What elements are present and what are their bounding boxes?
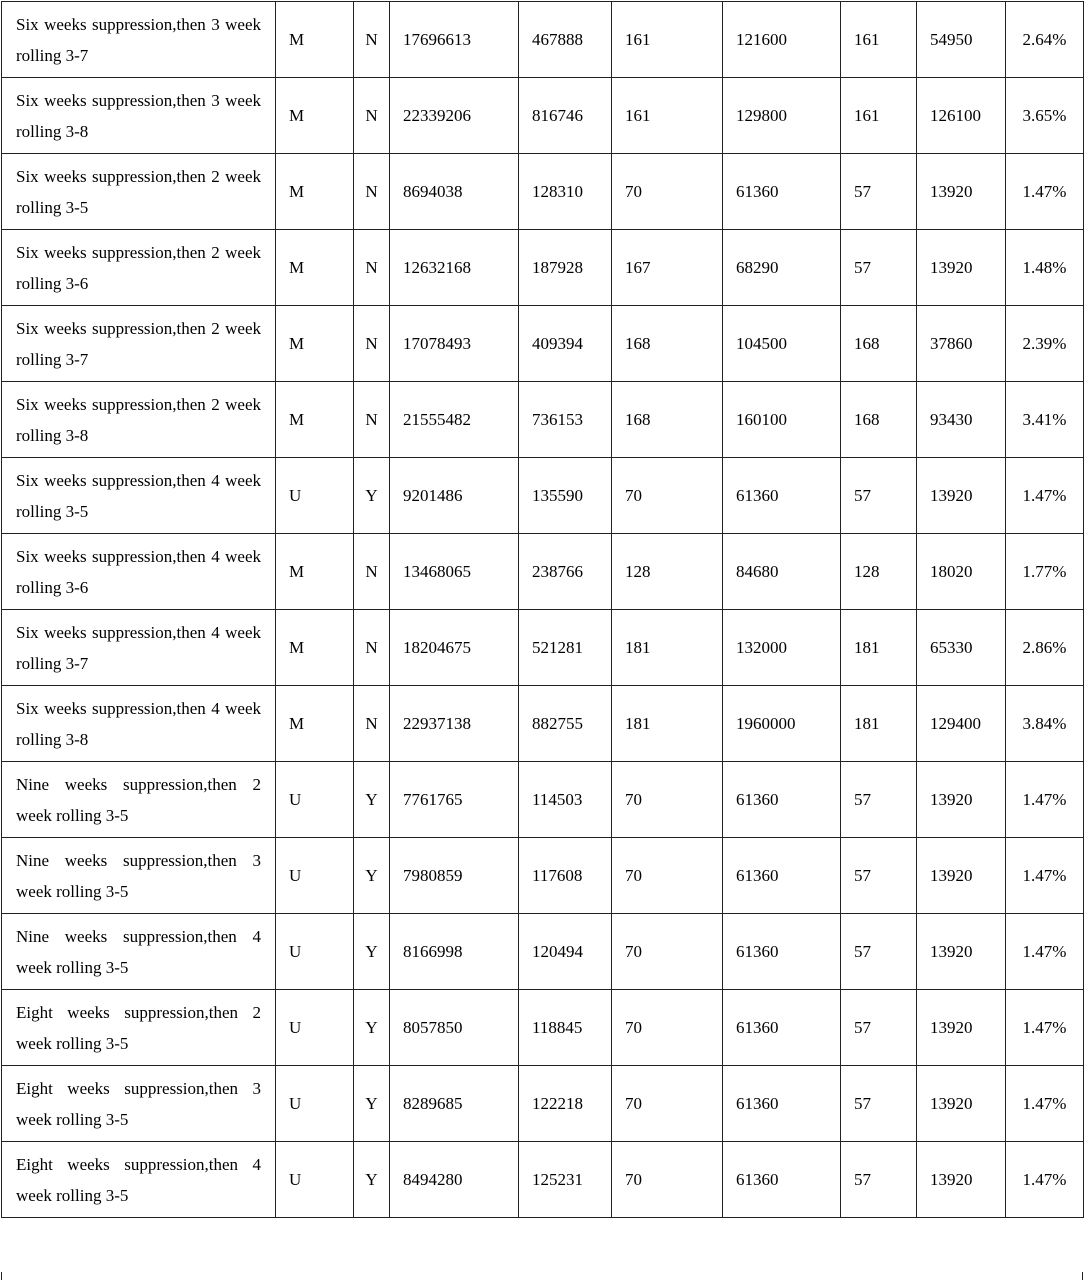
value-cell: 521281 bbox=[519, 610, 612, 686]
value-cell: 13468065 bbox=[390, 534, 519, 610]
value-cell: 168 bbox=[841, 306, 917, 382]
value-cell: 161 bbox=[841, 2, 917, 78]
flag-cell: N bbox=[354, 230, 390, 306]
scenario-cell: Six weeks suppression,then 2 week rolling 3-5 bbox=[2, 154, 276, 230]
value-cell: 1960000 bbox=[723, 686, 841, 762]
type-cell: M bbox=[276, 154, 354, 230]
flag-cell: Y bbox=[354, 914, 390, 990]
value-cell: 8694038 bbox=[390, 154, 519, 230]
type-cell: M bbox=[276, 230, 354, 306]
table-body bbox=[2, 2, 1084, 1218]
value-cell: 13920 bbox=[917, 154, 1006, 230]
value-cell: 70 bbox=[612, 838, 723, 914]
value-cell: 70 bbox=[612, 458, 723, 534]
table-row bbox=[2, 762, 1084, 838]
value-cell: 118845 bbox=[519, 990, 612, 1066]
percent-cell: 1.47% bbox=[1006, 914, 1084, 990]
type-cell: M bbox=[276, 382, 354, 458]
table-row bbox=[2, 2, 1084, 78]
value-cell: 57 bbox=[841, 838, 917, 914]
value-cell: 68290 bbox=[723, 230, 841, 306]
percent-cell: 1.77% bbox=[1006, 534, 1084, 610]
percent-cell: 2.86% bbox=[1006, 610, 1084, 686]
value-cell: 61360 bbox=[723, 914, 841, 990]
value-cell: 54950 bbox=[917, 2, 1006, 78]
value-cell: 409394 bbox=[519, 306, 612, 382]
value-cell: 57 bbox=[841, 1066, 917, 1142]
value-cell: 70 bbox=[612, 1142, 723, 1218]
value-cell: 8289685 bbox=[390, 1066, 519, 1142]
scenario-cell: Six weeks suppression,then 2 week rolling 3-6 bbox=[2, 230, 276, 306]
table-row bbox=[2, 914, 1084, 990]
percent-cell: 1.48% bbox=[1006, 230, 1084, 306]
value-cell: 57 bbox=[841, 458, 917, 534]
value-cell: 117608 bbox=[519, 838, 612, 914]
scenario-cell: Six weeks suppression,then 2 week rolling 3-8 bbox=[2, 382, 276, 458]
percent-cell: 1.47% bbox=[1006, 838, 1084, 914]
percent-cell: 1.47% bbox=[1006, 762, 1084, 838]
value-cell: 161 bbox=[841, 78, 917, 154]
table-row bbox=[2, 1142, 1084, 1218]
value-cell: 93430 bbox=[917, 382, 1006, 458]
flag-cell: N bbox=[354, 154, 390, 230]
value-cell: 129400 bbox=[917, 686, 1006, 762]
table-row bbox=[2, 306, 1084, 382]
flag-cell: N bbox=[354, 534, 390, 610]
value-cell: 22937138 bbox=[390, 686, 519, 762]
type-cell: U bbox=[276, 458, 354, 534]
type-cell: M bbox=[276, 610, 354, 686]
value-cell: 61360 bbox=[723, 1066, 841, 1142]
flag-cell: N bbox=[354, 2, 390, 78]
value-cell: 18204675 bbox=[390, 610, 519, 686]
value-cell: 61360 bbox=[723, 838, 841, 914]
scenario-cell: Six weeks suppression,then 4 week rolling 3-7 bbox=[2, 610, 276, 686]
percent-cell: 3.41% bbox=[1006, 382, 1084, 458]
value-cell: 126100 bbox=[917, 78, 1006, 154]
data-table bbox=[1, 1, 1084, 1218]
value-cell: 17696613 bbox=[390, 2, 519, 78]
scenario-cell: Nine weeks suppression,then 4 week rolling 3-5 bbox=[2, 914, 276, 990]
scenario-cell: Eight weeks suppression,then 3 week rolling 3-5 bbox=[2, 1066, 276, 1142]
value-cell: 57 bbox=[841, 1142, 917, 1218]
value-cell: 114503 bbox=[519, 762, 612, 838]
flag-cell: Y bbox=[354, 1142, 390, 1218]
type-cell: U bbox=[276, 1066, 354, 1142]
value-cell: 13920 bbox=[917, 1066, 1006, 1142]
type-cell: M bbox=[276, 686, 354, 762]
flag-cell: Y bbox=[354, 762, 390, 838]
value-cell: 181 bbox=[612, 610, 723, 686]
value-cell: 187928 bbox=[519, 230, 612, 306]
value-cell: 8166998 bbox=[390, 914, 519, 990]
percent-cell: 1.47% bbox=[1006, 990, 1084, 1066]
value-cell: 8057850 bbox=[390, 990, 519, 1066]
value-cell: 129800 bbox=[723, 78, 841, 154]
flag-cell: N bbox=[354, 78, 390, 154]
value-cell: 181 bbox=[841, 686, 917, 762]
value-cell: 61360 bbox=[723, 990, 841, 1066]
table-row bbox=[2, 534, 1084, 610]
table-row bbox=[2, 230, 1084, 306]
value-cell: 57 bbox=[841, 914, 917, 990]
value-cell: 135590 bbox=[519, 458, 612, 534]
type-cell: U bbox=[276, 762, 354, 838]
type-cell: U bbox=[276, 838, 354, 914]
value-cell: 128 bbox=[841, 534, 917, 610]
value-cell: 70 bbox=[612, 914, 723, 990]
table-row bbox=[2, 686, 1084, 762]
value-cell: 882755 bbox=[519, 686, 612, 762]
percent-cell: 1.47% bbox=[1006, 1142, 1084, 1218]
value-cell: 120494 bbox=[519, 914, 612, 990]
scenario-cell: Eight weeks suppression,then 2 week rolling 3-5 bbox=[2, 990, 276, 1066]
flag-cell: N bbox=[354, 610, 390, 686]
value-cell: 13920 bbox=[917, 1142, 1006, 1218]
flag-cell: N bbox=[354, 306, 390, 382]
value-cell: 816746 bbox=[519, 78, 612, 154]
value-cell: 57 bbox=[841, 154, 917, 230]
table-row bbox=[2, 610, 1084, 686]
value-cell: 7980859 bbox=[390, 838, 519, 914]
flag-cell: Y bbox=[354, 1066, 390, 1142]
type-cell: U bbox=[276, 914, 354, 990]
value-cell: 18020 bbox=[917, 534, 1006, 610]
value-cell: 132000 bbox=[723, 610, 841, 686]
value-cell: 9201486 bbox=[390, 458, 519, 534]
scenario-cell: Eight weeks suppression,then 4 week rolling 3-5 bbox=[2, 1142, 276, 1218]
value-cell: 70 bbox=[612, 990, 723, 1066]
value-cell: 70 bbox=[612, 762, 723, 838]
flag-cell: N bbox=[354, 686, 390, 762]
type-cell: M bbox=[276, 2, 354, 78]
table-row bbox=[2, 382, 1084, 458]
value-cell: 168 bbox=[612, 382, 723, 458]
value-cell: 70 bbox=[612, 1066, 723, 1142]
table-row bbox=[2, 1066, 1084, 1142]
value-cell: 167 bbox=[612, 230, 723, 306]
table-row bbox=[2, 78, 1084, 154]
value-cell: 22339206 bbox=[390, 78, 519, 154]
type-cell: M bbox=[276, 78, 354, 154]
scenario-cell: Nine weeks suppression,then 3 week rolling 3-5 bbox=[2, 838, 276, 914]
value-cell: 61360 bbox=[723, 762, 841, 838]
value-cell: 65330 bbox=[917, 610, 1006, 686]
value-cell: 84680 bbox=[723, 534, 841, 610]
value-cell: 37860 bbox=[917, 306, 1006, 382]
value-cell: 13920 bbox=[917, 838, 1006, 914]
type-cell: U bbox=[276, 1142, 354, 1218]
value-cell: 13920 bbox=[917, 458, 1006, 534]
value-cell: 61360 bbox=[723, 458, 841, 534]
scenario-cell: Six weeks suppression,then 4 week rolling 3-6 bbox=[2, 534, 276, 610]
value-cell: 12632168 bbox=[390, 230, 519, 306]
value-cell: 8494280 bbox=[390, 1142, 519, 1218]
value-cell: 168 bbox=[612, 306, 723, 382]
value-cell: 57 bbox=[841, 230, 917, 306]
value-cell: 160100 bbox=[723, 382, 841, 458]
value-cell: 57 bbox=[841, 990, 917, 1066]
scenario-cell: Six weeks suppression,then 4 week rolling 3-5 bbox=[2, 458, 276, 534]
flag-cell: N bbox=[354, 382, 390, 458]
table-row bbox=[2, 154, 1084, 230]
scenario-cell: Six weeks suppression,then 2 week rolling 3-7 bbox=[2, 306, 276, 382]
value-cell: 13920 bbox=[917, 762, 1006, 838]
scenario-cell: Six weeks suppression,then 3 week rolling 3-7 bbox=[2, 2, 276, 78]
value-cell: 13920 bbox=[917, 990, 1006, 1066]
value-cell: 128 bbox=[612, 534, 723, 610]
value-cell: 121600 bbox=[723, 2, 841, 78]
value-cell: 17078493 bbox=[390, 306, 519, 382]
value-cell: 57 bbox=[841, 762, 917, 838]
scenario-cell: Nine weeks suppression,then 2 week rolling 3-5 bbox=[2, 762, 276, 838]
flag-cell: Y bbox=[354, 458, 390, 534]
percent-cell: 2.39% bbox=[1006, 306, 1084, 382]
value-cell: 7761765 bbox=[390, 762, 519, 838]
value-cell: 181 bbox=[841, 610, 917, 686]
next-row-edge bbox=[1, 1272, 1083, 1280]
value-cell: 168 bbox=[841, 382, 917, 458]
value-cell: 161 bbox=[612, 78, 723, 154]
value-cell: 125231 bbox=[519, 1142, 612, 1218]
type-cell: M bbox=[276, 306, 354, 382]
table-row bbox=[2, 838, 1084, 914]
scenario-cell: Six weeks suppression,then 4 week rolling 3-8 bbox=[2, 686, 276, 762]
percent-cell: 1.47% bbox=[1006, 458, 1084, 534]
flag-cell: Y bbox=[354, 838, 390, 914]
scenario-cell: Six weeks suppression,then 3 week rolling 3-8 bbox=[2, 78, 276, 154]
percent-cell: 3.65% bbox=[1006, 78, 1084, 154]
value-cell: 13920 bbox=[917, 914, 1006, 990]
value-cell: 736153 bbox=[519, 382, 612, 458]
percent-cell: 2.64% bbox=[1006, 2, 1084, 78]
flag-cell: Y bbox=[354, 990, 390, 1066]
percent-cell: 1.47% bbox=[1006, 1066, 1084, 1142]
value-cell: 61360 bbox=[723, 154, 841, 230]
value-cell: 238766 bbox=[519, 534, 612, 610]
value-cell: 467888 bbox=[519, 2, 612, 78]
percent-cell: 3.84% bbox=[1006, 686, 1084, 762]
value-cell: 128310 bbox=[519, 154, 612, 230]
type-cell: M bbox=[276, 534, 354, 610]
type-cell: U bbox=[276, 990, 354, 1066]
value-cell: 181 bbox=[612, 686, 723, 762]
value-cell: 122218 bbox=[519, 1066, 612, 1142]
value-cell: 70 bbox=[612, 154, 723, 230]
value-cell: 21555482 bbox=[390, 382, 519, 458]
percent-cell: 1.47% bbox=[1006, 154, 1084, 230]
value-cell: 61360 bbox=[723, 1142, 841, 1218]
value-cell: 104500 bbox=[723, 306, 841, 382]
value-cell: 13920 bbox=[917, 230, 1006, 306]
table-row bbox=[2, 990, 1084, 1066]
table-row bbox=[2, 458, 1084, 534]
value-cell: 161 bbox=[612, 2, 723, 78]
